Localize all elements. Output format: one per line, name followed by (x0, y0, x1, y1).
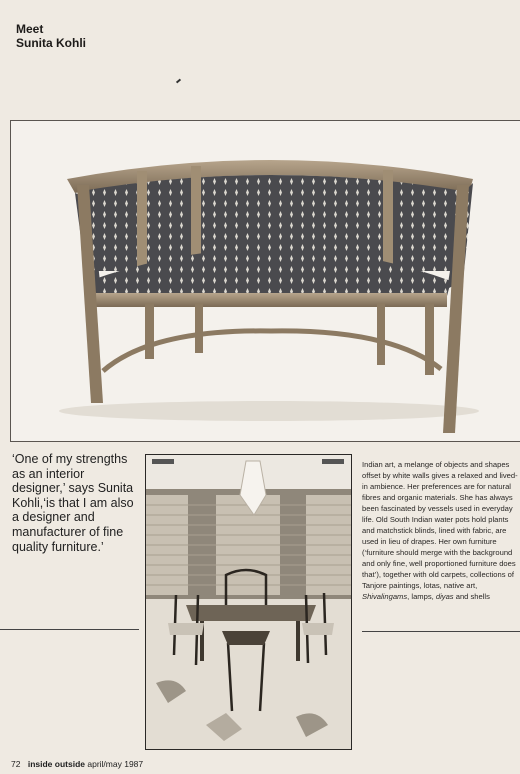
sofa-photograph (10, 120, 520, 442)
body-paragraph (362, 459, 520, 602)
body-text-part-3: and shells (453, 592, 490, 601)
page-footer (11, 759, 143, 769)
pull-quote: ‘One of my strengths as an interior designer,’ says Sunita Kohli,‘is that I am also a designer and manufacturer of fine quality furniture.’ (12, 452, 134, 554)
dining-room-photograph (145, 454, 352, 750)
body-text-part-2: , lamps, (407, 592, 436, 601)
magazine-title: inside outside (27, 759, 85, 769)
heading-line-meet: Meet (16, 22, 44, 36)
print-speck (176, 79, 181, 84)
issue-date: april/may 1987 (87, 759, 144, 769)
body-text-part-1: Indian art, a melange of objects and shapes offset by white walls gives a relaxed and lived-in ambience. Her preferences are for natural fibres and organic materials. She has always been fascinated by vessels used in everyday life. Old South Indian water pots hold plants and matchstick blinds, lined with fabric, are used in lieu of drapes. Her own furniture (‘furniture should merge with the background and only fine, well proportioned furniture does that’), together with old carpets, collections of Tanjore paintings, lotas, native art, (362, 460, 518, 590)
sofa-illustration (11, 121, 520, 443)
dining-room-illustration (146, 455, 351, 749)
page-number: 72 (11, 759, 21, 769)
article-heading (16, 22, 86, 50)
divider-rule-right (362, 631, 520, 632)
body-text-italic-diyas: diyas (435, 592, 454, 601)
body-text-column (362, 459, 520, 602)
divider-rule-left (0, 629, 139, 630)
body-text-italic-shivalingams: Shivalingams (362, 592, 408, 601)
heading-line-name: Sunita Kohli (16, 36, 86, 50)
